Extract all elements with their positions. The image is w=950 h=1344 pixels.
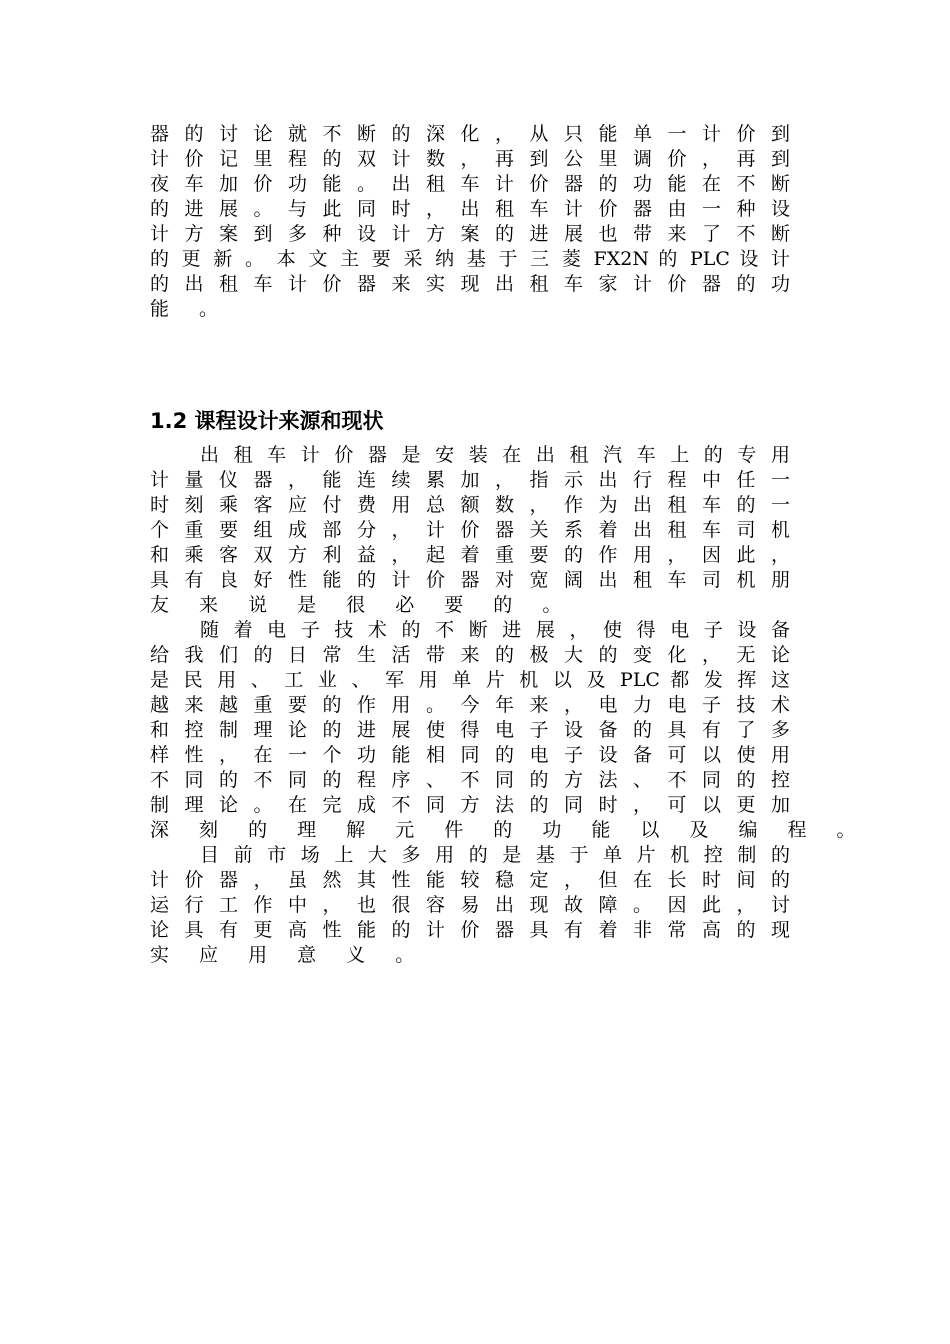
paragraph-1	[150, 443, 790, 618]
text-line: 出 租 车 计 价 器 是 安 装 在 出 租 汽 车 上 的 专 用	[200, 444, 790, 466]
text-line: 友 来 说 是 很 必 要 的 。	[150, 594, 574, 616]
text-line: 能 。	[150, 298, 231, 320]
text-line: 不 同 的 不 同 的 程 序 、 不 同 的 方 法 、 不 同 的 控	[150, 769, 790, 791]
text-line: 具 有 良 好 性 能 的 计 价 器 对 宽 阔 出 租 车 司 机 朋	[150, 569, 790, 591]
text-line: 计 量 仪 器 ， 能 连 续 累 加 ， 指 示 出 行 程 中 任 一	[150, 469, 790, 491]
text-line: 运 行 工 作 中 ， 也 很 容 易 出 现 故 障 。 因 此 ， 讨	[150, 894, 790, 916]
text-line: 样 性 ， 在 一 个 功 能 相 同 的 电 子 设 备 可 以 使 用	[150, 744, 790, 766]
section-heading: 1.2 课程设计来源和现状	[150, 409, 384, 433]
text-line: 器 的 讨 论 就 不 断 的 深 化 ， 从 只 能 单 一 计 价 到	[150, 123, 790, 145]
text-line: 制 理 论 。 在 完 成 不 同 方 法 的 同 时 ， 可 以 更 加	[150, 794, 790, 816]
text-line: 的 更 新 。 本 文 主 要 采 纳 基 于 三 菱 FX2N 的 PLC 设 计	[150, 248, 790, 270]
text-line: 计 价 记 里 程 的 双 计 数 ， 再 到 公 里 调 价 ， 再 到	[150, 148, 790, 170]
text-line: 目 前 市 场 上 大 多 用 的 是 基 于 单 片 机 控 制 的	[200, 844, 790, 866]
text-line: 越 来 越 重 要 的 作 用 。 今 年 来 ， 电 力 电 子 技 术	[150, 694, 790, 716]
text-line: 随 着 电 子 技 术 的 不 断 进 展 ， 使 得 电 子 设 备	[200, 619, 790, 641]
text-line: 给 我 们 的 日 常 生 活 带 来 的 极 大 的 变 化 ， 无 论	[150, 644, 790, 666]
text-line: 深 刻 的 理 解 元 件 的 功 能 以 及 编 程 。	[150, 819, 868, 841]
paragraph-2	[150, 618, 868, 843]
text-line: 和 乘 客 双 方 利 益 ， 起 着 重 要 的 作 用 ， 因 此 ，	[150, 544, 790, 566]
text-line: 论 具 有 更 高 性 能 的 计 价 器 具 有 着 非 常 高 的 现	[150, 919, 790, 941]
text-line: 个 重 要 组 成 部 分 ， 计 价 器 关 系 着 出 租 车 司 机	[150, 519, 790, 541]
text-line: 和 控 制 理 论 的 进 展 使 得 电 子 设 备 的 具 有 了 多	[150, 719, 790, 741]
text-line: 时 刻 乘 客 应 付 费 用 总 额 数 ， 作 为 出 租 车 的 一	[150, 494, 790, 516]
text-line: 实 应 用 意 义 。	[150, 944, 427, 966]
text-line: 夜 车 加 价 功 能 。 出 租 车 计 价 器 的 功 能 在 不 断	[150, 173, 790, 195]
text-line: 的 出 租 车 计 价 器 来 实 现 出 租 车 家 计 价 器 的 功	[150, 273, 790, 295]
paragraph-3	[150, 843, 790, 968]
text-line: 是 民 用 、 工 业 、 军 用 单 片 机 以 及 PLC 都 发 挥 这	[150, 669, 790, 691]
text-line: 的 进 展 。 与 此 同 时 ， 出 租 车 计 价 器 由 一 种 设	[150, 198, 790, 220]
intro-paragraph	[150, 122, 790, 322]
text-line: 计 方 案 到 多 种 设 计 方 案 的 进 展 也 带 来 了 不 断	[150, 223, 790, 245]
text-line: 计 价 器 ， 虽 然 其 性 能 较 稳 定 ， 但 在 长 时 间 的	[150, 869, 790, 891]
